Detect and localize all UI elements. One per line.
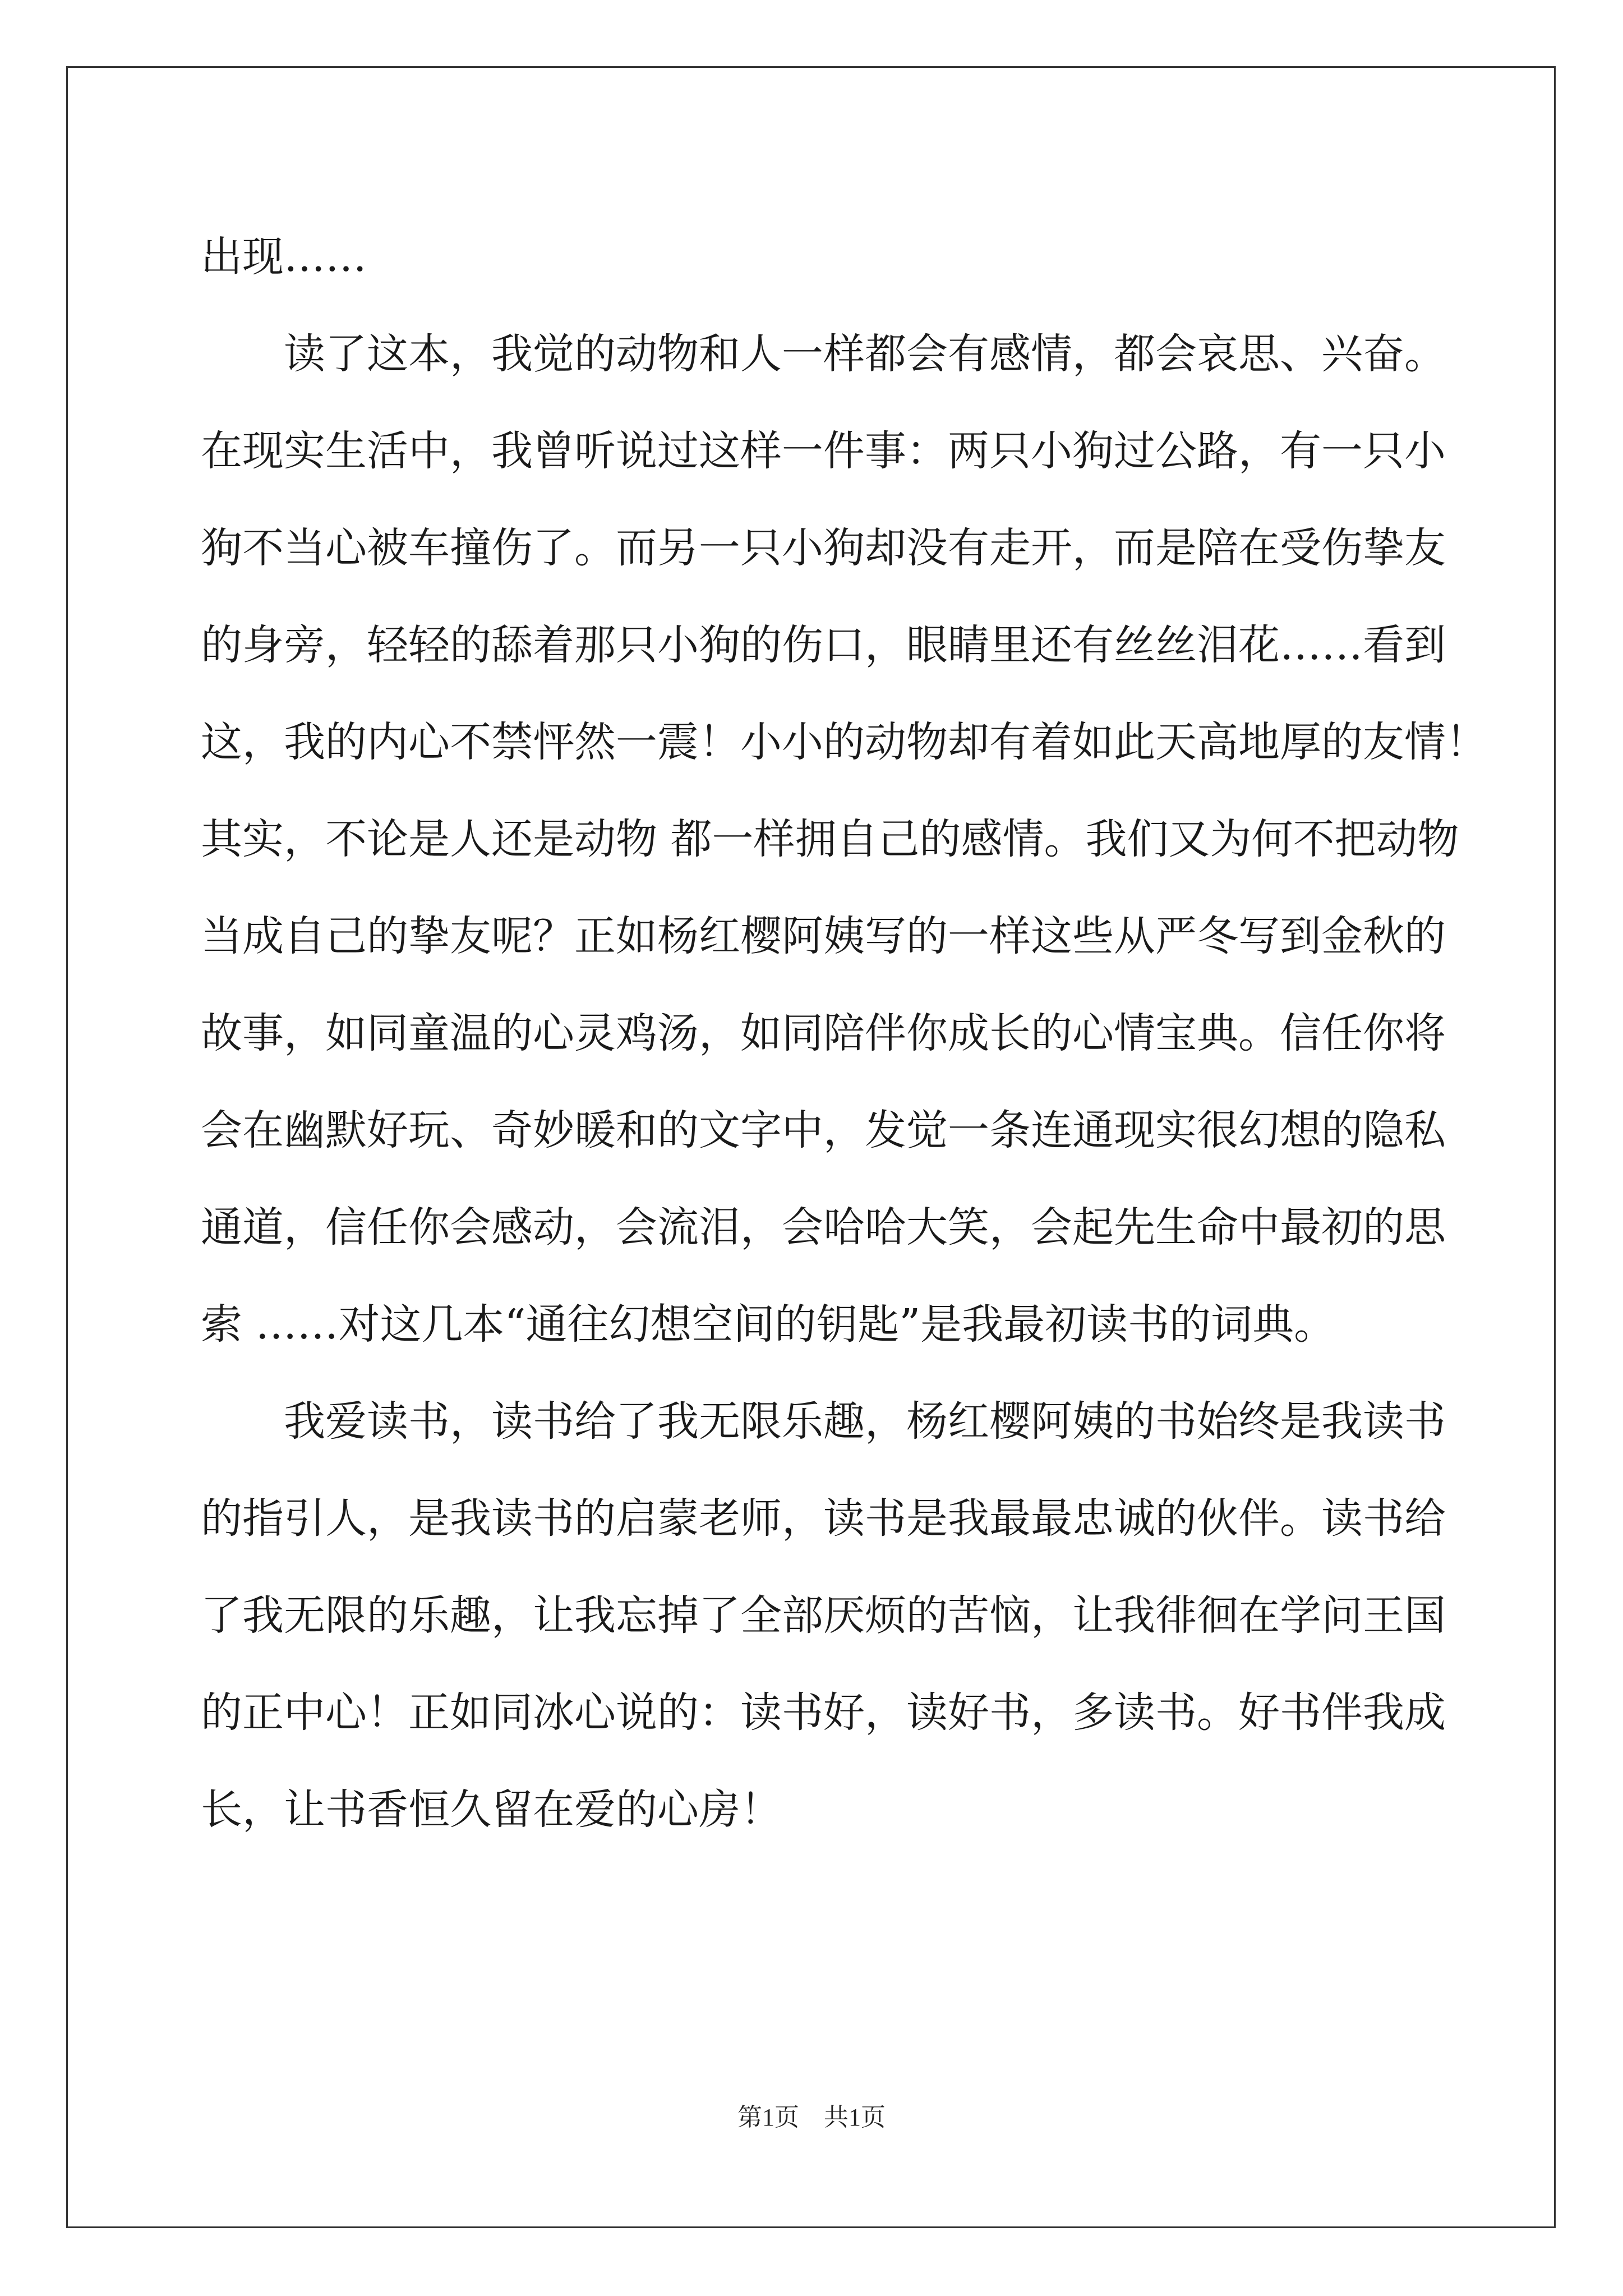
text-line-17: 长，让书香恒久留在爱的心房！ [201, 1786, 782, 1834]
text-line-16: 的正中心！正如同冰心说的：读书好，读好书，多读书。好书伴我成 [201, 1688, 1446, 1737]
text-line-6: 这，我的内心不禁怦然一震！小小的动物却有着如此天高地厚的友情！ [201, 718, 1487, 766]
text-line-13: 我爱读书，读书给了我无限乐趣，杨红樱阿姨的书始终是我读书 [284, 1397, 1446, 1446]
text-line-3: 在现实生活中，我曾听说过这样一件事：两只小狗过公路，有一只小 [201, 427, 1446, 475]
text-line-14: 的指引人，是我读书的启蒙老师，读书是我最最忠诚的伙伴。读书给 [201, 1494, 1446, 1543]
text-line-8: 当成自己的挚友呢？正如杨红樱阿姨写的一样这些从严冬写到金秋的 [201, 912, 1446, 960]
text-line-15: 了我无限的乐趣，让我忘掉了全部厌烦的苦恼，让我徘徊在学问王国 [201, 1591, 1446, 1640]
text-line-1: 出现…… [201, 233, 367, 281]
text-line-9: 故事，如同童温的心灵鸡汤，如同陪伴你成长的心情宝典。信任你将 [201, 1009, 1446, 1057]
text-line-2: 读了这本，我觉的动物和人一样都会有感情，都会哀思、兴奋。 [284, 330, 1446, 378]
text-line-5: 的身旁，轻轻的舔着那只小狗的伤口，眼睛里还有丝丝泪花……看到 [201, 621, 1446, 669]
text-line-4: 狗不当心被车撞伤了。而另一只小狗却没有走开，而是陪在受伤挚友 [201, 524, 1446, 572]
text-line-10: 会在幽默好玩、奇妙暖和的文字中，发觉一条连通现实很幻想的隐私 [201, 1106, 1446, 1154]
document-body [201, 209, 1487, 1858]
page-number-footer: 第1页 共1页 [737, 2104, 886, 2131]
text-line-11: 通道，信任你会感动，会流泪，会哈哈大笑，会起先生命中最初的思 [201, 1203, 1446, 1251]
text-line-12: 索 ……对这几本“通往幻想空间的钥匙”是我最初读书的词典。 [201, 1300, 1336, 1349]
text-line-7: 其实，不论是人还是动物 都一样拥自己的感情。我们又为何不把动物 [201, 815, 1459, 863]
